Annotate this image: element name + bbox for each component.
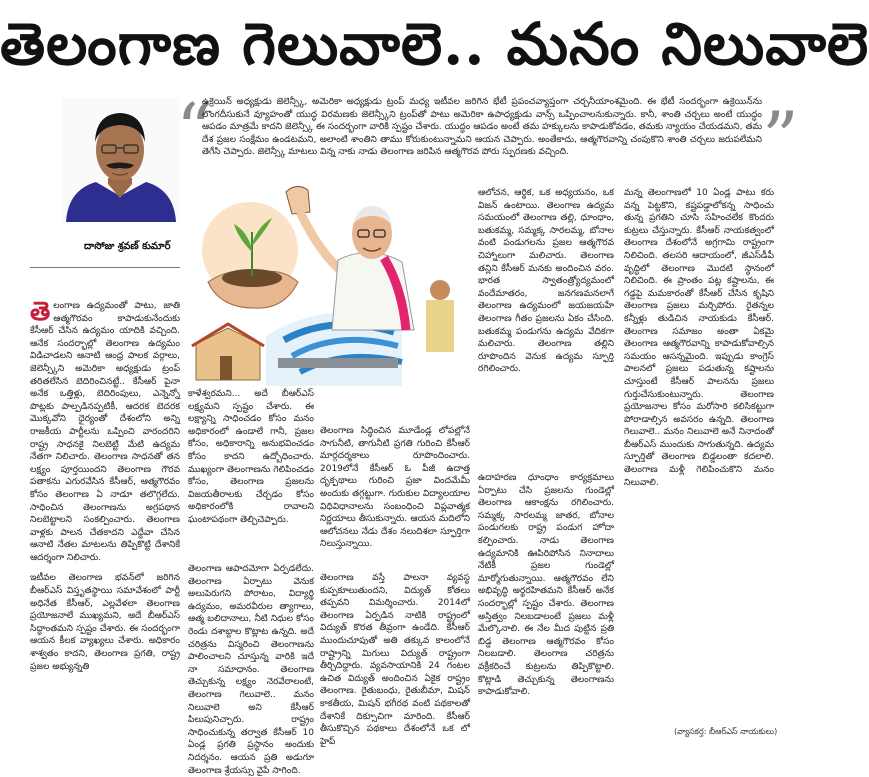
kcr-irrigation-illustration — [188, 180, 470, 386]
headline: తెలంగాణ గెలువాలె.. మనం నిలువాలె — [0, 10, 869, 78]
article-column-8: మన్న తెలంగాణలో 10 ఏండ్ల పాటు కరు వన్న పెట్టకొని, కష్టపడ్డాలోకన్న సాధించు తున్న ప్రగతిని చూసి సహించలేక కొందరు కుట్రలు చేస్తున్నారు. కేసీఆర్ నాయకత్వంలో తెలంగాణ దేశంలోనే అగ్రగామి రాష్ట్రంగా నిలిచింది. తలసరి ఆదాయంలో, జీఎస్‌డీపీ వృద్ధిలో తెలంగాణ మొదటి స్థానంలో నిలిచింది. ఈ ప్రాంతం పట్ల కష్టాలను, ఈ గడ్డపై మమకారంతో కేసీఆర్ చేసిన కృషిని తెలంగాణ ప్రజలు మర్చిపోరు. రైతన్నల కన్నీళ్లు తుడిచిన నాయకుడు కేసీఆర్. తెలంగాణ సమాజం అంతా ఏకమై తెలంగాణ ఆత్మగౌరవాన్ని కాపాడుకోవాల్సిన సమయం ఆసన్నమైంది. ఇప్పుడు కాంగ్రెస్ పాలనలో ప్రజలు పడుతున్న కష్టాలను చూస్తుంటే కేసీఆర్ పాలనను ప్రజలు గుర్తుచేసుకుంటున్నారు. తెలంగాణ ప్రయోజనాల కోసం మరోసారి కలిసికట్టుగా పోరాడాల్సిన అవసరం ఉన్నది. తెలంగాణ గెలువాలె.. మనం నిలువాలె అనే నినాదంతో బీఆర్ఎస్ ముందుకు సాగుతున్నది. ఉద్యమ స్ఫూర్తితో తెలంగాణ బిడ్డలంతా కదలాలి. తెలంగాణ మళ్లీ గెలిపించుకొని మనం నిలువాలి. — [624, 188, 774, 488]
article-column-1 — [30, 297, 180, 736]
pull-quote: ఉక్రెయిన్ అధ్యక్షుడు జెలెన్స్కీ, అమెరికా అధ్యక్షుడు ట్రంప్ మధ్య ఇటీవల జరిగిన భేటీ ప్రపంచవ్యాప్తంగా చర్చనీయాంశమైంది. ఈ భేటీ సందర్భంగా ఉక్రెయిన్‌ను లొంగదీసుకునే వ్యూహంతో యుద్ధ విరమణకు జెలెన్స్కీని ట్రంప్‌తో పాటు అమెరికా ఉపాధ్యక్షుడు వాన్స్ ఒప్పించాలనుకున్నారు. కానీ, శాంతి చర్చలు అంటే యుద్ధం ఆపడం మాత్రమే కాదని జెలెన్స్కీ ఈ సందర్భంగా వారికి స్పష్టం చేశారు. యుద్ధం ఆపడం అంటే తమ హక్కులను కాపాడుకోవడం, తమకు న్యాయం చేయడమని, తమ దేశ ప్రజల సంక్షేమం ఉండటమని, అలాంటి శాంతిని తాము కోరుకుంటున్నామని ఆయన చెప్పారు. అంతేకాదు, ఆత్మగౌరవాన్ని చంపుకొని శాంతి చర్చలు జరుపలేమని తెగేసి చెప్పారు. జెలెన్స్కీ మాటలు విన్న నాకు నాడు తెలంగాణ జరిపిన ఆత్మగౌరవ పోరు స్ఫురణకు వచ్చింది. — [202, 97, 762, 158]
open-quote-icon: “ — [176, 88, 213, 172]
column-1-text-2: ఇటీవల తెలంగాణ భవన్‌లో జరిగిన బీఆర్ఎస్ విస్తృతస్థాయి సమావేశంలో పార్టీ అధినేత కేసీఆర్, ఎల్లవేళలా తెలంగాణ ప్రయోజనాలే ముఖ్యమని, అదే బీఆర్ఎస్ సిద్ధాంతమని స్పష్టం చేశారు. ఈ సందర్భంగా ఆయన కీలక వ్యాఖ్యలు చేశారు. అధికారం శాశ్వతం కాదని, తెలంగాణ ప్రగతి, రాష్ట్ర ప్రజల అభ్యున్నతి — [30, 573, 180, 672]
column-1-text: లంగాణ ఉద్యమంతో పాటు, జాతి ఆత్మగౌరవం కాపాడుకునేందుకు కేసీఆర్ చేసిన ఉద్యమం యాదికి వచ్చింది. ఆనేక సందర్భాల్లో తెలంగాణ ఉద్యమం విడిచాడలని ఆనాటి ఆంధ్ర పాలక వర్గాలు, జెలెన్స్కీని అమెరికా అధ్యక్షుడు ట్రంప్ తరితలేసిన బెదిరించినట్టే.. కేసీఆర్ పైనా అనేక ఒత్తిళ్లు, బెదిరింపులు, ఎన్నెన్నో పొట్లకు పాల్పడినప్పటికీ, ఆదరక బెదరక మొక్కవోని ధైర్యంతో దేశంలోని అన్ని రాజకీయ పార్టీలను ఒప్పించి వారందరిని రాష్ట్ర సాధనకై నిలబెట్టి మేటి ఉద్యమ నేతగా నిలిచారు. తెలంగాణ సాధనతో తన లక్ష్యం పూర్తయిందని తెలంగాణ గౌరవ పతాకను ఎగురవేసిన కేసీఆర్, ఆత్మగౌరవం కోసం తెలంగాణ ఏ నాడూ తలొగ్గలేదు. సాధించిన తెలంగాణను అగ్రపథాన నిలబెట్టాలని సంకల్పించారు. తెలంగాణ వాళ్లకు పాలన చేతకాదని ఎద్దేవా చేసిన ఆనాటి నేతల మాటలను తిప్పికొట్టి దేశానికే ఆదర్శంగా నిలిచారు. — [30, 301, 180, 563]
author-credit: (వ్యాసకర్త: బీఆర్ఎస్ నాయకులు) — [674, 727, 778, 736]
article-column-3: తెలంగాణ సిద్ధించిన మూడేండ్ల లోపల్లోనే సాగునీటి, తాగునీటి ప్రగతి గురించి కేసీఆర్ మార్గదర్శకాలు రూపొందించారు. 2019లోనే కేసీఆర్ ఓ పీజీ ఉదాత్త దృక్పథాలు గురించి ప్రజా విందమేమీ అందుకు తగ్గట్టుగా. గురుకుల విద్యాలయాల విధివిధానాలను సంబంధించి విప్లవాత్మక నిర్ణయాలు తీసుకున్నారు. ఆయన మదిలోని ఆలోచనలు నేడు దేశం నలుదిశలా స్ఫూర్తిగా నిలుస్తున్నాయి. — [320, 426, 470, 550]
author-byline: దాసోజు శ్రవణ్ కుమార్ — [84, 241, 171, 252]
article-column-2: కాళేశ్వరమని... అదే బీఆర్ఎస్ లక్ష్యమని స్పష్టం చేశారు. ఈ లక్ష్యాన్ని సాధించడం కోసం మనం అధికారంలో ఉండాలే గానీ, ప్రజల కోసం, అధికారాన్ని అనుభవించడం కోసం కాదని ఉద్బోధించారు. ముఖ్యంగా తెలంగాణను గెలిపించడం కోసం, తెలంగాణ ప్రజలను విజయతీరాలకు చేర్చడం కోసం అధికారంలోకి రావాలని ఘంటాపథంగా తెల్చిచెప్పారు. — [188, 389, 314, 525]
article-column-6: ఆలోచన, ఆర్థిక, ఒక అధ్యయనం, ఒక విజన్ ఉంటాయి. తెలంగాణ ఉద్యమ సమయంలో తెలంగాణ తల్లి, ధూంధాం, బతుకమ్మ, సమ్మక్క సారలమ్మ, బోనాల వంటి పండుగలను ప్రజల ఆత్మగౌరవ చిహ్నాలుగా మలిచారు. తెలంగాణ తన్లిని కేసీఆర్ మనకు అందించిన వరం. భారత స్వాతంత్ర్యోద్యమంలో వందేమాతరం, జనగణమనలాగే తెలంగాణ ఉద్యమంలో జయజయహే తెలంగాణ గీతం ప్రజలను ఏకం చేసింది. బతుకమ్మ పండుగను ఉద్యమ వేదికగా మలిచారు. తెలంగాణ తల్లిని రూపొందిన వెనుక ఉద్యమ స్ఫూర్తి రగిలించారు. — [478, 188, 614, 375]
article-column-7: ఉదాహరణ ధూంధాం కార్యక్రమాలు ఏర్పాటు చేసి ప్రజలను గుండెల్లో తెలంగాణ ఆకాంక్షను రగిలించారు. సమ్మక్క సారలమ్మ జాతర, బోనాల పండుగలకు రాష్ట్ర పండుగ హోదా కల్పించారు. నాడు తెలంగాణ ఉద్యమానికి ఊపిరిపోసిన నినాదాలు నేటికీ ప్రజల గుండెల్లో మార్మోగుతున్నాయి. ఆత్మగౌరవం లేని అభివృద్ధి అర్థరహితమని కేసీఆర్ అనేక సందర్భాల్లో స్పష్టం చేశారు. తెలంగాణ అస్తిత్వం నిలబడాలంటే ప్రజలు మళ్లీ మేల్కొనాలి. ఈ నేల మీద పుట్టిన ప్రతి బిడ్డ తెలంగాణ ఆత్మగౌరవం కోసం నిలబడాలి. తెలంగాణ చరిత్రను వక్రీకరించే కుట్రలను తిప్పికొట్టాలి. కొట్లాడి తెచ్చుకున్న తెలంగాణను కాపాడుకోవాలి. — [478, 473, 614, 698]
author-photo — [62, 98, 180, 222]
close-quote-icon: ” — [762, 96, 799, 180]
divider — [30, 267, 180, 268]
author-portrait-image — [62, 98, 180, 222]
article-illustration — [188, 180, 470, 386]
article-column-5: తెలంగాణ వస్తే పాలనా వ్యవస్థ కుప్పకూలుతుందని, విద్యుత్ కోతలు తప్పవని విమర్శించారు. 2014లో తెలంగాణ ఏర్పడిన నాటికి రాష్ట్రంలో విద్యుత్ కొరత తీవ్రంగా ఉండేది. కేసీఆర్ ముందుచూపుతో అతి తక్కువ కాలంలోనే రాష్ట్రాన్ని మిగులు విద్యుత్ రాష్ట్రంగా తీర్చిదిద్దారు. వ్యవసాయానికి 24 గంటల ఉచిత విద్యుత్ అందించిన ఏకైక రాష్ట్రం తెలంగాణ. రైతుబంధు, రైతుబీమా, మిషన్ కాకతీయ, మిషన్ భగీరథ వంటి పథకాలతో దేశానికే దిక్సూచిగా మారింది. కేసీఆర్ తీసుకొచ్చిన పథకాలు దేశంలోనే ఒక లో హైప్ — [320, 573, 470, 747]
article-column-4: తెలంగాణ ఆపాదమోగా ఏర్పడలేదు. తెలంగాణ ఏర్పాటు వెనుక అలుపెరుగని పోరాటం, విద్యార్థి ఉద్యమం, అమరవీరుల త్యాగాలు, ఆత్మ బలిదానాలు, నీటి నిధుల కోసం రెండు దశాబ్దాల కొట్లాట ఉన్నది. అదే చరిత్రను విస్మరించి తెలంగాణను పాలించాలని చూస్తున్న వారికి ఇదే నా సమాధానం. తెలంగాణ తెచ్చుకున్న లక్ష్యం నెరవేరాలంటే, తెలంగాణ గెలువాలె.. మనం నిలువాలె అని కేసీఆర్ పిలుపునిచ్చారు. రాష్ట్రం సాధించుకున్న తర్వాత కేసీఆర్ 10 ఏండ్ల ప్రగతి ప్రస్థానం అందుకు నిదర్శనం. ఆయన ప్రతి అడుగూ తెలంగాణ శ్రేయస్సు వైపే సాగింది. — [188, 564, 314, 776]
drop-cap: తె — [30, 297, 51, 327]
